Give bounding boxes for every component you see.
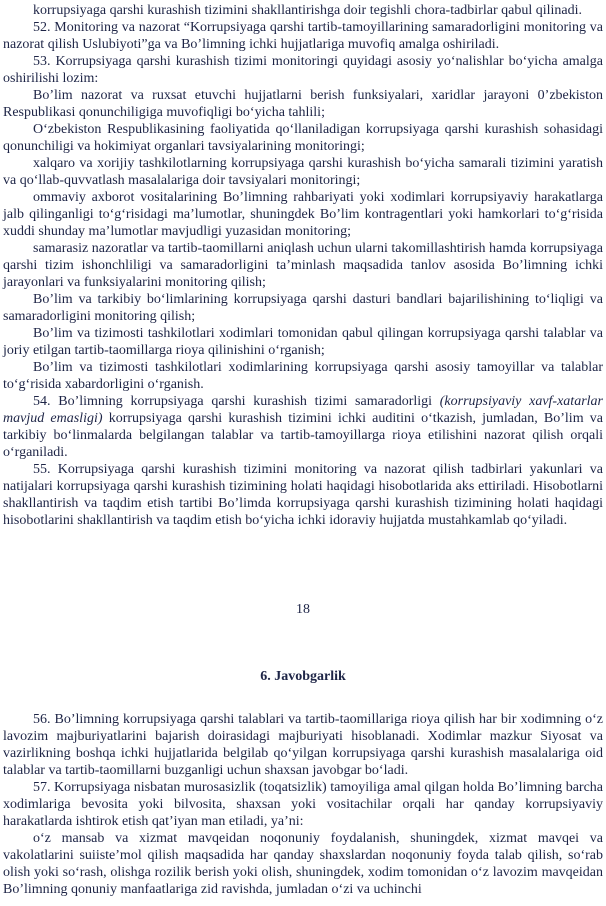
paragraph-53-item-4: ommaviy axborot vositalarining Bo’limning rahbariyati yoki xodimlari korrupsiyaviy harakatlarga jalb qilinganligi to‘g‘risidagi ma’lumotlar, shuningdek Bo’lim kontragentlari yoki hamkorlari to‘g‘risida xuddi shunday ma’lumotlar mavjudligi yuzasidan monitoring; xyxy=(3,190,603,239)
page-number: 18 xyxy=(296,602,310,617)
paragraph-53-item-6: Bo’lim va tarkibiy bo‘limlarining korrupsiyaga qarshi dasturi bandlari bajarilishining to‘liqligi va samaradorligini monitoring qilish; xyxy=(3,292,603,324)
paragraph-55: 55. Korrupsiyaga qarshi kurashish tizimini monitoring va nazorat qilish tadbirlari yakunlari va natijalari korrupsiyaga qarshi kurashish tizimining holati haqidagi hisobotlarida aks ettiriladi. Hisobotlarni shakllantirish va taqdim etish tartibi Bo’limda korrupsiyaga qarshi kurashish tizimining holati haqidagi hisobotlarini shakllantirish va taqdim etish bo‘yicha ichki idoraviy hujjatda mustahkamlab qo‘yiladi. xyxy=(3,462,603,528)
section-heading: 6. Javobgarlik xyxy=(260,669,346,684)
paragraph-57-item-1: o‘z mansab va xizmat mavqeidan noqonuniy foydalanish, shuningdek, xizmat mavqei va vakolatlarini suiiste’mol qilish maqsadida har qanday shaxslardan noqonuniy foyda talab qilish, so‘rab olish yoki so‘rash, olishga rozilik berish yoki olish, shuningdek, xodim tomonidan o‘z lavozim mavqeidan Bo’limning qonuniy manfaatlariga zid ravishda, jumladan o‘zi va uchinchi xyxy=(3,831,603,897)
paragraph-52: 52. Monitoring va nazorat “Korrupsiyaga qarshi tartib-tamoyillarining samaradorligini monitoring va nazorat qilish Uslubiyoti”ga va Bo’limning ichki hujjatlariga muvofiq amalga oshiriladi. xyxy=(3,20,603,52)
paragraph-53: 53. Korrupsiyaga qarshi kurashish tizimi monitoringi quyidagi asosiy yo‘nalishlar bo‘yicha amalga oshirilishi lozim: xyxy=(3,54,603,86)
paragraph-53-item-8: Bo’lim va tizimosti tashkilotlari xodimlarining korrupsiyaga qarshi asosiy tamoyillar va talablar to‘g‘risida xabardorligini o‘rganish. xyxy=(3,360,603,392)
paragraph-53-item-3: xalqaro va xorijiy tashkilotlarning korrupsiyaga qarshi kurashish bo‘yicha samarali tizimini yaratish va qo‘llab-quvvatlash masalalariga doir tavsiyalari monitoringi; xyxy=(3,156,603,188)
paragraph-53-item-5: samarasiz nazoratlar va tartib-taomillarni aniqlash uchun ularni takomillashtirish hamda korrupsiyaga qarshi tizim ishonchliligi va samaradorligini ta’minlash maqsadida tanlov asosida Bo’limning ichki jarayonlari va funksiyalarini monitoring qilish; xyxy=(3,241,603,290)
paragraph-54-text: 54. Bo’limning korrupsiyaga qarshi kurashish tizimi samaradorligi xyxy=(33,394,440,409)
paragraph-53-item-2: O‘zbekiston Respublikasining faoliyatida qo‘llaniladigan korrupsiyaga qarshi kurashish sohasidagi qonunchiligi va hokimiyat organlari tavsiyalarining monitoringi; xyxy=(3,122,603,154)
paragraph-continuation: korrupsiyaga qarshi kurashish tizimini shakllantirishga doir tegishli chora-tadbirlar qabul qilinadi. xyxy=(33,3,582,18)
paragraph-54-italic-note: (korrupsiyaviy xavf-xatarlar mavjud emasligi) xyxy=(3,394,603,426)
page-19-text-block xyxy=(3,711,603,898)
paragraph-53-item-7: Bo’lim va tizimosti tashkilotlari xodimlari tomonidan qabul qilingan korrupsiyaga qarshi talablar va joriy etilgan tartib-taomillarga rioya qilinishini o‘rganish; xyxy=(3,326,603,358)
paragraph-53-item-1: Bo’lim nazorat va ruxsat etuvchi hujjatlarni berish funksiyalari, xaridlar jarayoni 0’zbekiston Respublikasi qonunchiligiga muvofiqligi bo‘yicha tahlili; xyxy=(3,88,603,120)
paragraph-57: 57. Korrupsiyaga nisbatan murosasizlik (toqatsizlik) tamoyiliga amal qilgan holda Bo’limning barcha xodimlariga bevosita yoki bilvosita, shaxsan yoki vositachilar orqali har qanday korrupsiyaviy harakatlarda ishtirok etish qat’iyan man etiladi, ya’ni: xyxy=(3,780,603,829)
paragraph-56: 56. Bo’limning korrupsiyaga qarshi talablari va tartib-taomillariga rioya qilish har bir xodimning o‘z lavozim majburiyatlarini bajarish doirasidagi majburiyati hisoblanadi. Xodimlar mazkur Siyosat va vazirlikning boshqa ichki hujjatlarida belgilab qo‘yilgan korrupsiyaga qarshi kurashish masalalariga oid talablar va tartib-taomillarni buzganligi uchun shaxsan javobgar bo‘ladi. xyxy=(3,712,603,778)
page-18-text-block xyxy=(3,2,603,529)
paragraph-54 xyxy=(3,393,603,461)
paragraph-54-text-after: korrupsiyaga qarshi kurashish tizimini ichki auditini o‘tkazish, jumladan, Bo’lim va tarkibiy bo‘linmalarda belgilangan talablar va tartib-tamoyillarga rioya etilishini nazorat qilish orqali o‘rganiladi. xyxy=(3,411,603,460)
